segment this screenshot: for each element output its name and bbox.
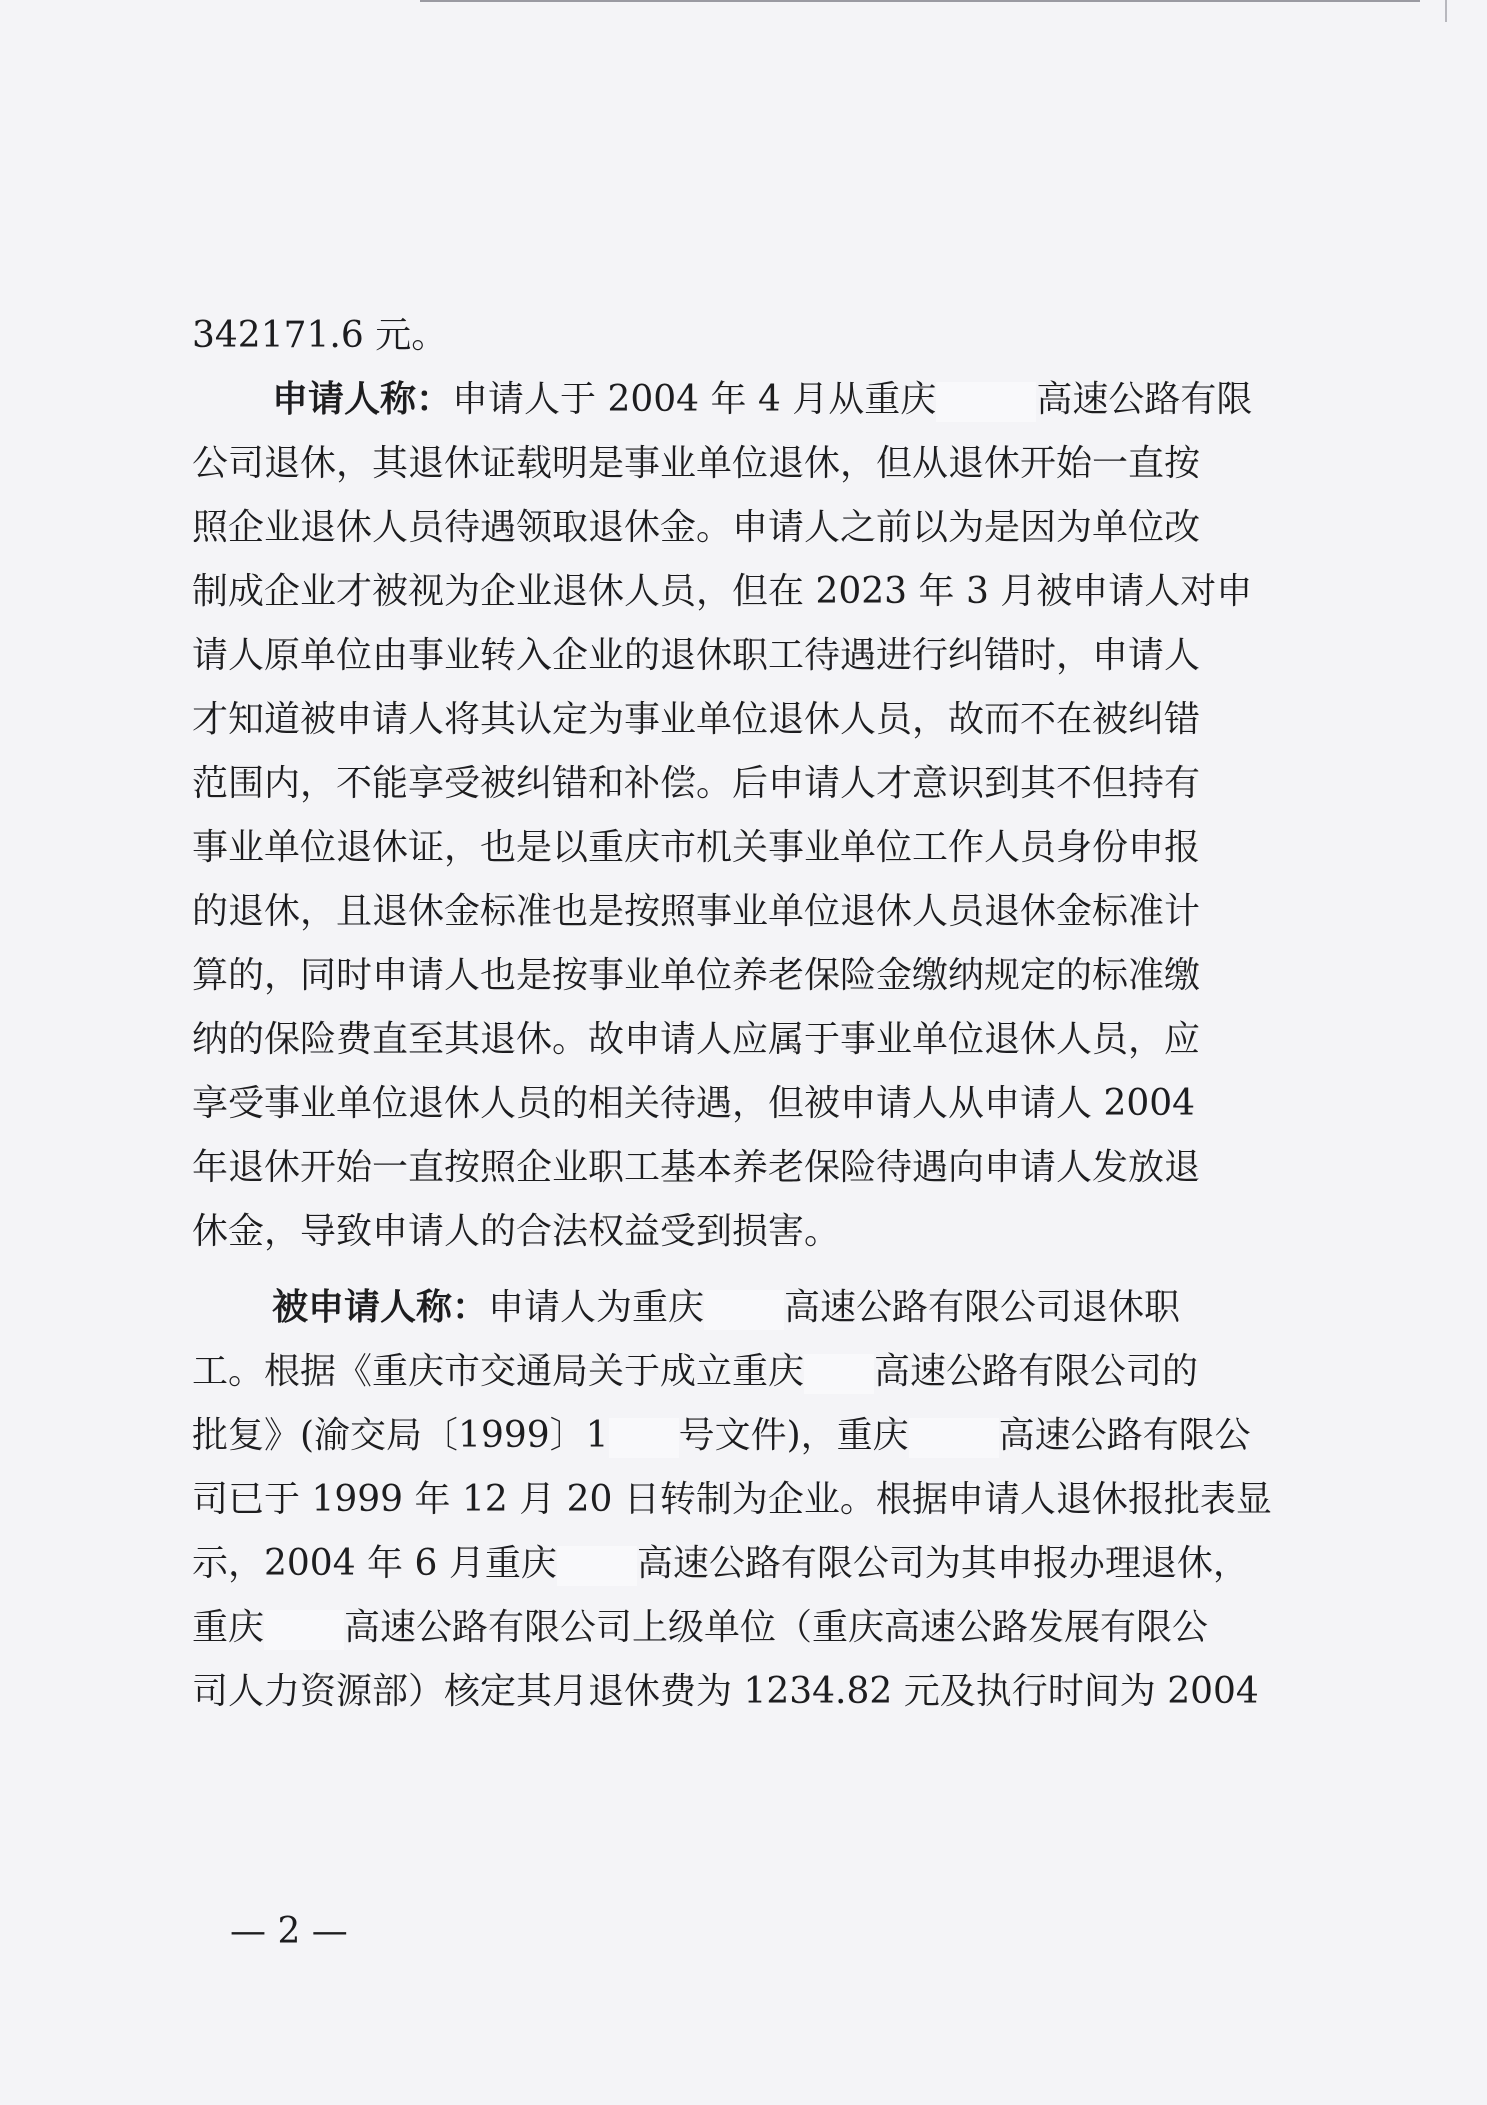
redaction-box bbox=[557, 1546, 637, 1586]
text-line-13 bbox=[192, 1080, 1302, 1128]
paragraph-line: 公司退休，其退休证载明是事业单位退休，但从退休开始一直按 bbox=[192, 443, 1201, 484]
line-18-part-c: 高速公路有限公 bbox=[998, 1415, 1251, 1456]
line-20-part-b: 高速公路有限公司为其申报办理退休， bbox=[636, 1543, 1249, 1584]
paragraph-line: 纳的保险费直至其退休。故申请人应属于事业单位退休人员，应 bbox=[192, 1019, 1201, 1060]
line-21-part-b: 高速公路有限公司上级单位（重庆高速公路发展有限公 bbox=[344, 1607, 1209, 1648]
text-line-5 bbox=[192, 568, 1302, 616]
respondent-heading: 被申请人称： bbox=[272, 1287, 489, 1328]
text-line-3 bbox=[192, 440, 1302, 488]
paragraph-line: 事业单位退休证，也是以重庆市机关事业单位工作人员身份申报 bbox=[192, 827, 1201, 868]
text-line-7 bbox=[192, 696, 1302, 744]
applicant-heading: 申请人称： bbox=[272, 379, 453, 420]
scan-top-rule bbox=[420, 0, 1420, 2]
redaction-box bbox=[909, 1418, 999, 1458]
text-line-21 bbox=[192, 1604, 1302, 1652]
amount-text: 342171.6 元。 bbox=[192, 315, 448, 356]
paragraph-line: 才知道被申请人将其认定为事业单位退休人员，故而不在被纠错 bbox=[192, 699, 1201, 740]
text-line-4 bbox=[192, 504, 1302, 552]
line-16-part-b: 高速公路有限公司退休职 bbox=[784, 1287, 1181, 1328]
text-line-9 bbox=[192, 824, 1302, 872]
paragraph-line: 享受事业单位退休人员的相关待遇，但被申请人从申请人 2004 bbox=[192, 1083, 1196, 1124]
redaction-box bbox=[704, 1290, 784, 1330]
line-2-part-a: 申请人于 2004 年 4 月从重庆 bbox=[452, 379, 937, 420]
text-line-14 bbox=[192, 1144, 1302, 1192]
line-17-part-b: 高速公路有限公司的 bbox=[874, 1351, 1199, 1392]
text-line-15 bbox=[192, 1208, 1302, 1256]
text-line-19 bbox=[192, 1476, 1302, 1524]
paragraph-line: 司人力资源部）核定其月退休费为 1234.82 元及执行时间为 2004 bbox=[192, 1671, 1259, 1712]
paragraph-line: 照企业退休人员待遇领取退休金。申请人之前以为是因为单位改 bbox=[192, 507, 1201, 548]
line-20-part-a: 示，2004 年 6 月重庆 bbox=[192, 1543, 557, 1584]
paragraph-line: 请人原单位由事业转入企业的退休职工待遇进行纠错时，申请人 bbox=[192, 635, 1201, 676]
line-18-part-b: 号文件)，重庆 bbox=[678, 1415, 909, 1456]
text-line-12 bbox=[192, 1016, 1302, 1064]
page-number: — 2 — bbox=[230, 1911, 348, 1952]
text-line-20 bbox=[192, 1540, 1302, 1588]
paragraph-line: 休金，导致申请人的合法权益受到损害。 bbox=[192, 1211, 841, 1252]
text-line-8 bbox=[192, 760, 1302, 808]
paragraph-line: 年退休开始一直按照企业职工基本养老保险待遇向申请人发放退 bbox=[192, 1147, 1201, 1188]
paragraph-line: 的退休，且退休金标准也是按照事业单位退休人员退休金标准计 bbox=[192, 891, 1201, 932]
line-18-part-a: 批复》(渝交局〔1999〕1 bbox=[192, 1415, 609, 1456]
line-16-part-a: 申请人为重庆 bbox=[488, 1287, 705, 1328]
text-line-11 bbox=[192, 952, 1302, 1000]
redaction-box bbox=[804, 1354, 874, 1394]
paragraph-line: 范围内，不能享受被纠错和补偿。后申请人才意识到其不但持有 bbox=[192, 763, 1201, 804]
line-17-part-a: 工。根据《重庆市交通局关于成立重庆 bbox=[192, 1351, 805, 1392]
paragraph-line: 算的，同时申请人也是按事业单位养老保险金缴纳规定的标准缴 bbox=[192, 955, 1201, 996]
line-2-part-b: 高速公路有限 bbox=[1036, 379, 1253, 420]
line-21-part-a: 重庆 bbox=[192, 1607, 265, 1648]
text-line-16 bbox=[272, 1284, 1302, 1332]
scan-corner-rule bbox=[1445, 0, 1447, 22]
redaction-box bbox=[609, 1418, 679, 1458]
text-line-6 bbox=[192, 632, 1302, 680]
text-line-1 bbox=[192, 312, 1302, 360]
paragraph-line: 司已于 1999 年 12 月 20 日转制为企业。根据申请人退休报批表显 bbox=[192, 1479, 1272, 1520]
redaction-box bbox=[936, 382, 1036, 422]
text-line-2 bbox=[272, 376, 1302, 424]
paragraph-line: 制成企业才被视为企业退休人员，但在 2023 年 3 月被申请人对申 bbox=[192, 571, 1253, 612]
text-line-10 bbox=[192, 888, 1302, 936]
redaction-box bbox=[264, 1610, 344, 1650]
text-line-18 bbox=[192, 1412, 1302, 1460]
text-line-22 bbox=[192, 1668, 1302, 1716]
text-line-17 bbox=[192, 1348, 1302, 1396]
